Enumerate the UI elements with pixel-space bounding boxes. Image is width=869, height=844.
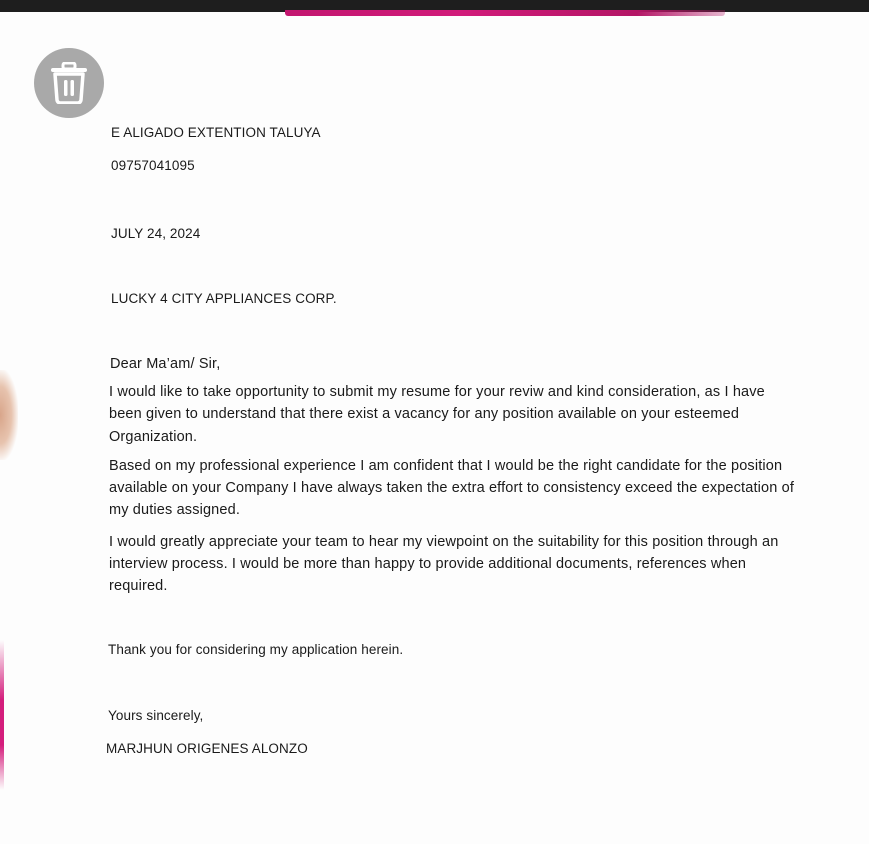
paragraph-2-line-1: Based on my professional experience I am confident that I would be the right candidate for the position — [109, 458, 783, 474]
paper-left-edge-lower — [0, 640, 4, 790]
paragraph-2-line-2: available on your Company I have always taken the extra effort to consistency exceed the expectation of — [109, 480, 794, 496]
letter-date: JULY 24, 2024 — [111, 226, 201, 241]
paragraph-1-line-1: I would like to take opportunity to submit my resume for your reviw and kind consideration, as I have — [109, 384, 765, 400]
sender-address: E ALIGADO EXTENTION TALUYA — [111, 125, 321, 140]
paragraph-1-line-2: been given to understand that there exist a vacancy for any position available on your esteemed — [109, 406, 740, 422]
recipient-company: LUCKY 4 CITY APPLIANCES CORP. — [111, 291, 337, 306]
paper-left-edge — [0, 370, 18, 460]
paragraph-2-line-3: my duties assigned. — [109, 502, 240, 518]
paragraph-3-line-3: required. — [109, 578, 168, 594]
paper-top-edge — [285, 10, 725, 16]
paragraph-1-line-3: Organization. — [109, 429, 198, 445]
trash-icon — [49, 62, 89, 104]
paragraph-3-line-1: I would greatly appreciate your team to hear my viewpoint on the suitability for this position through an — [109, 534, 779, 550]
thank-you-line: Thank you for considering my application herein. — [108, 642, 404, 657]
signature-name: MARJHUN ORIGENES ALONZO — [106, 741, 308, 756]
closing: Yours sincerely, — [108, 708, 204, 723]
paragraph-3-line-2: interview process. I would be more than happy to provide additional documents, references when — [109, 556, 747, 572]
delete-button[interactable] — [34, 48, 104, 118]
salutation: Dear Ma’am/ Sir, — [110, 356, 221, 372]
sender-phone: 09757041095 — [111, 158, 195, 173]
